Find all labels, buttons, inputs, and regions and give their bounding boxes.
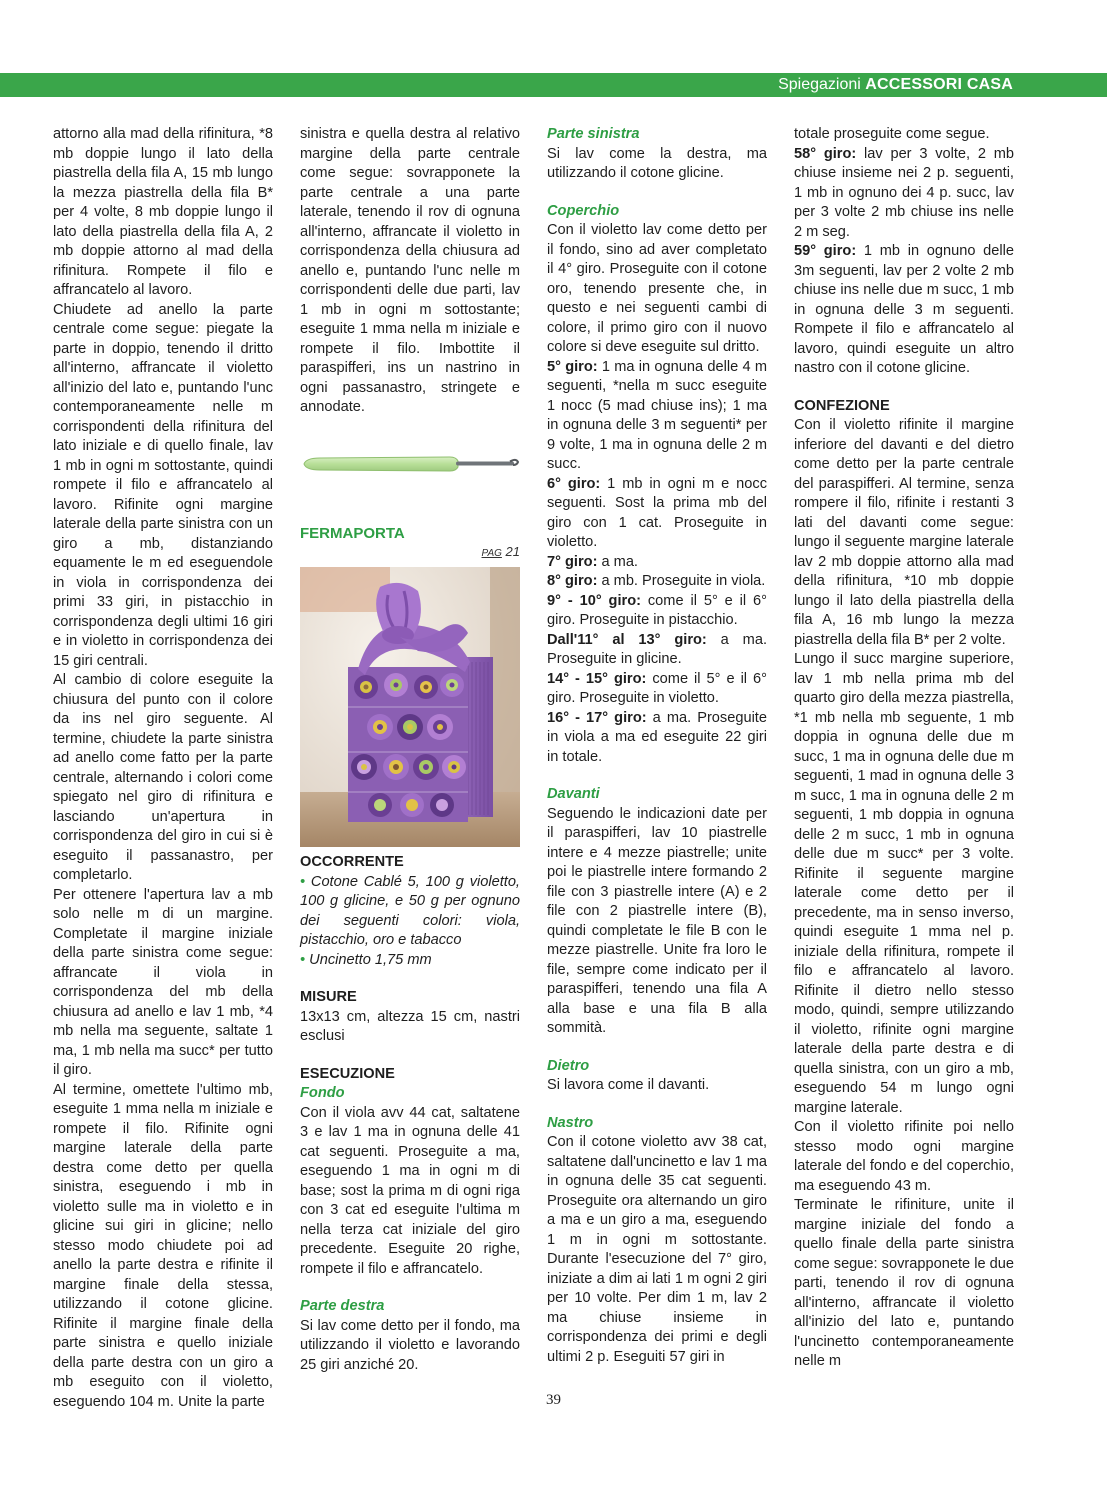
fondo-text: Con il viola avv 44 cat, saltatene 3 e lav 1 ma in ognuna delle 41 cat seguenti. Proseguite a ma, eseguendo 1 ma in ogni m di base; sost la prima m di ogni riga con 3 cat ed eseguite l'ultima m nella terza cat iniziale del giro precedente. Eseguite 20 righe, rompete il filo e affrancatelo. [300, 1104, 520, 1277]
paragraph: Al termine, omettete l'ultimo mb, eseguite 1 mma nella m iniziale e rompete il filo. Rifinite ogni margine laterale della parte destra come detto per quella sinistra, eseguendo i mb in violetto sulle ma in violetto e in glicine sui giri in glicine; nello stesso modo chiudete poi ad anello la parte destra e rifinite il margine finale della stessa, utilizzando il cotone glicine. Rifinite il margine finale della parte sinistra e quello iniziale della parte destra con un giro a mb eseguito con il violetto, eseguendo 104 m. Unite la parte [53, 1081, 273, 1410]
dietro-title: Dietro [547, 1057, 590, 1074]
bullet-icon: • [300, 873, 306, 890]
paragraph: Chiudete ad anello la parte centrale come segue: piegate la parte in doppio, tenendo il dritto all'interno, affrancate il violetto all'inizio del lato e, puntando l'unc contemporaneamente nelle m corrispondenti della rifinitura del lato iniziale e di quello finale, lav 1 mb in ogni m sottostante, quindi rompete il filo e affrancatelo al lavoro. Rifinite ogni margine laterale della parte sinistra con un giro a mb, distanziando equamente le m ed eseguendole in viola in corrispondenza dei primi 33 giri, in pistacchio in corrispondenza degli ultimi 16 giri e in violetto in corrispondenza dei 15 giri centrali. [53, 301, 273, 669]
occorrente-item: • Cotone Cablé 5, 100 g violetto, 100 g glicine, e 50 g per ognuno dei seguenti colori: viola, pistacchio, oro e tabacco [300, 873, 520, 948]
round-instruction: 6° giro: 1 mb in ogni m e nocc seguenti. Sost la prima mb del giro con 1 cat. Proseguite in violetto. [547, 475, 767, 550]
parte-destra-text: Si lav come detto per il fondo, ma utilizzando il violetto e lavorando 25 giri anziché 20. [300, 1317, 520, 1373]
occorrente-title: OCCORRENTE [300, 854, 404, 870]
paragraph: Con il violetto rifinite poi nello stesso modo ogni margine laterale del fondo e del coperchio, ma eseguendo 43 m. [794, 1119, 1014, 1194]
column-1 [53, 125, 273, 1412]
paragraph: Al cambio di colore eseguite la chiusura del punto con il colore da ins nel giro seguente. Al termine, chiudete la parte sinistra ad anello come fatto per la parte centrale, alternando i colori come spiegato nel giro di rifinitura e lasciando un'apertura in corrispondenza del giro in cui si è eseguito il passanastro, per completarlo. [53, 672, 273, 883]
bullet-icon: • [300, 951, 306, 968]
paragraph: Per ottenere l'apertura lav a mb solo nelle m di un margine. Completate il margine iniziale della parte sinistra come segue: affrancate il viola in corrispondenza del mb della chiusura ad anello e lav 1 mb, *4 mb nella ma seguente, saltate 1 ma, 1 mb nella ma succ* per tutto il giro. [53, 886, 273, 1078]
round-instruction: 58° giro: lav per 3 volte, 2 mb chiuse insieme nei 2 p. seguenti, 1 mb in ognuno dei 4 p. succ, lav per 3 volte 2 mb chiuse ins nelle 2 m seg. [794, 145, 1015, 240]
misure-title: MISURE [300, 989, 357, 1005]
occorrente-item: • Uncinetto 1,75 mm [300, 951, 432, 968]
doorstop-illustration [300, 567, 520, 847]
fermaporta-title: FERMAPORTA [300, 525, 405, 542]
parte-sinistra-text: Si lav come la destra, ma utilizzando il cotone glicine. [547, 145, 767, 181]
misure-text: 13x13 cm, altezza 15 cm, nastri esclusi [300, 1008, 520, 1044]
davanti-text: Seguendo le indicazioni date per il paraspifferi, lav 10 piastrelle intere e 4 mezze piastrelle; unite poi le piastrelle intere formando 2 file con 3 piastrelle intere (A) e 2 file con 2 piastrelle intere (B), quindi completate le file B con le mezze piastrelle. Unite fra loro le file, sempre come indicato per il paraspifferi, tenendo una fila A alla base e una fila B alla sommità. [547, 805, 767, 1036]
round-instruction: 16° - 17° giro: a ma. Proseguite in viola a ma ed eseguite 22 giri in totale. [547, 709, 767, 765]
crochet-hook-image [300, 448, 520, 478]
paragraph: attorno alla mad della rifinitura, *8 mb doppie lungo il lato della piastrella della fila A, 15 mb lungo la mezza piastrella della fila B* per 4 volte, 8 mb doppie lungo il lato della piastrella della fila A, 2 mb doppie attorno al mad della rifinitura. Rompete il filo e affrancatelo al lavoro. [53, 126, 273, 298]
round-instruction: 9° - 10° giro: come il 5° e il 6° giro. Proseguite in pistacchio. [547, 592, 767, 628]
parte-destra-title: Parte destra [300, 1298, 385, 1314]
section-title: ACCESSORI CASA [865, 76, 1013, 93]
page-reference: PAG 21 [481, 543, 520, 559]
confezione-title: CONFEZIONE [794, 397, 890, 414]
page-number: 39 [546, 1392, 561, 1408]
parte-sinistra-title: Parte sinistra [547, 126, 640, 142]
column-4 [794, 125, 1014, 1372]
section-label: Spiegazioni [778, 76, 861, 93]
paragraph: totale proseguite come segue. [794, 126, 990, 142]
coperchio-title: Coperchio [547, 202, 620, 219]
fondo-title: Fondo [300, 1085, 345, 1101]
round-instruction: 14° - 15° giro: come il 5° e il 6° giro. Proseguite in violetto. [547, 670, 767, 706]
dietro-text: Si lavora come il davanti. [547, 1077, 710, 1093]
doorstop-photo [300, 567, 520, 847]
column-3 [547, 125, 767, 1367]
nastro-text: Con il cotone violetto avv 38 cat, saltatene dall'uncinetto e lav 1 ma in ognuna delle 35 cat seguenti. Proseguite ora alternando un giro a ma e un giro a ma, eseguendo 1 m in ogni m sottostante. Durante l'esecuzione del 7° giro, iniziate a dim ai lati 1 m ogni 2 giri per 10 volte. Per dim 1 m, lav 2 ma chiuse insieme in corrispondenza dei primi e degli ultimi 2 p. Eseguiti 57 giri in [547, 1134, 767, 1365]
paragraph: Terminate le rifiniture, unite il margine iniziale del fondo a quello finale della parte sinistra come segue: sovrapponete le due parti, tenendo il rov di ognuna all'interno, affrancate il violetto all'inizio del lato e, puntando l'uncinetto contemporaneamente nelle m [794, 1197, 1014, 1369]
section-header [778, 76, 1013, 94]
round-instruction: 8° giro: a mb. Proseguite in viola. [547, 573, 766, 589]
round-instruction: Dall'11° al 13° giro: a ma. Proseguite in glicine. [547, 631, 767, 667]
column-2 [300, 125, 520, 1375]
nastro-title: Nastro [547, 1114, 594, 1131]
round-instruction: 5° giro: 1 ma in ognuna delle 4 m seguenti, *nella m succ eseguite 1 nocc (5 mad chiuse ins); 1 ma in ognuna delle 3 m seguenti* per 9 volte, 1 ma in ognuna delle 2 m succ. [547, 358, 767, 472]
davanti-title: Davanti [547, 786, 600, 802]
coperchio-text: Con il violetto lav come detto per il fondo, sino ad aver completato il 4° giro. Proseguite con il cotone oro, tenendo presente che, in questo e nei seguenti cambi di colore, il primo giro con il nuovo colore si deve eseguite sul dritto. [547, 222, 767, 355]
round-instruction: 59° giro: 1 mb in ognuno delle 3m seguenti, lav per 2 volte 2 mb chiuse ins nelle due m succ, 1 mb in ognuna delle 3 m seguenti. Rompete il filo e affrancatelo al lavoro, quindi eseguite un altro nastro con il cotone glicine. [794, 243, 1014, 376]
esecuzione-title: ESECUZIONE [300, 1065, 395, 1082]
paragraph: Lungo il succ margine superiore, lav 1 mb nella prima mb del quarto giro della mezza piastrella, *1 mb nella mb seguente, 1 mb doppia in ognuna delle due m succ, 1 ma in ognuna delle due m seguenti, 1 mad in ognuna delle 3 m succ, 1 ma in ognuna delle 2 m seguenti, 1 mb doppia in ognuna delle 2 m succ, 1 mb in ognuna delle due m succ* per 3 volte. Rifinite il seguente margine laterale come detto per il precedente, ma in senso inverso, quindi eseguite 1 mma nel p. iniziale della rifinitura, rompete il filo e affrancatelo al lavoro. Rifinite il dietro nello stesso modo, quindi, sempre utilizzando il violetto, rifinite ogni margine laterale della parte destra e di quella sinistra, con un giro a mb, eseguendo 54 m lungo ogni margine laterale. [794, 651, 1014, 1116]
paragraph: Con il violetto rifinite il margine inferiore del davanti e del dietro come detto per la parte centrale del paraspifferi. Al termine, senza rompere il filo, rifinite i restanti 3 lati del davanti come segue: lungo il seguente margine laterale lav 2 mb doppie attorno alla mad della rifinitura, *10 mb doppie lungo il lato della piastrella della fila A, 16 mb lungo la mezza piastrella della fila B* per 2 volte. [794, 417, 1014, 648]
round-instruction: 7° giro: a ma. [547, 553, 638, 570]
paragraph: sinistra e quella destra al relativo margine della parte centrale come segue: sovrapponete la parte centrale a una parte laterale, tenendo il rov di ognuna all'interno, affrancate il violetto in corrispondenza della chiusura ad anello e, puntando l'unc nelle m corrispondenti delle due parti, lav 1 mb in ogni m sottostante; eseguite 1 mma nella m iniziale e rompete il filo. Imbottite il paraspifferi, ins un nastrino in ogni passanastro, stringete e annodate. [300, 126, 520, 415]
